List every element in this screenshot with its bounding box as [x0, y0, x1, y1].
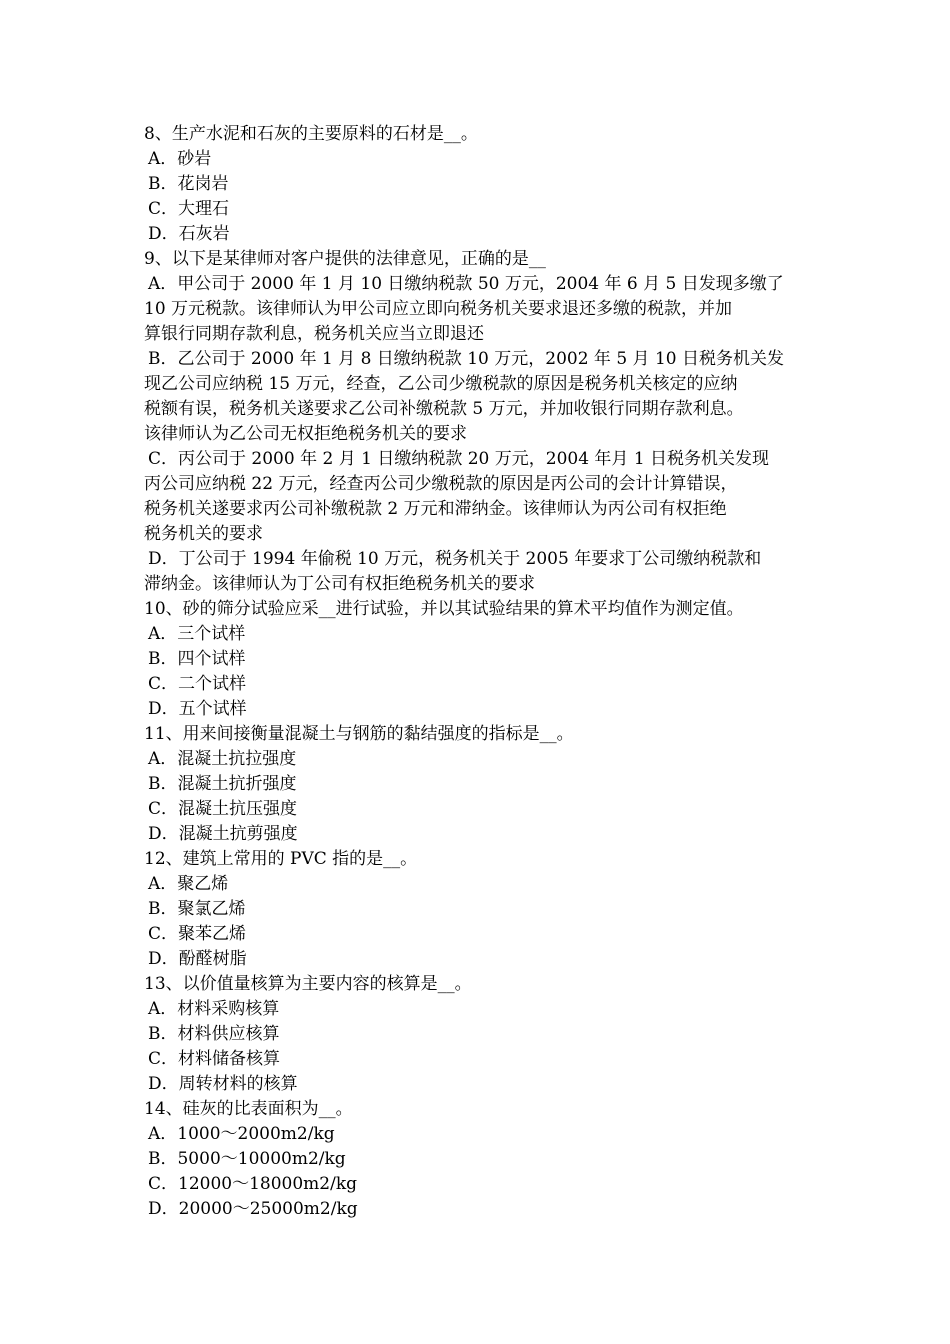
option-9a-line-1: A．甲公司于 2000 年 1 月 10 日缴纳税款 50 万元，2004 年 6 月 5 日发现多缴了: [148, 274, 784, 294]
option-12b: B．聚氯乙烯: [148, 899, 246, 919]
option-13d: D．周转材料的核算: [148, 1074, 298, 1094]
option-10a: A．三个试样: [148, 624, 246, 644]
option-11b: B．混凝土抗折强度: [148, 774, 297, 794]
option-10c: C．二个试样: [148, 674, 247, 694]
option-9a-line-2: 10 万元税款。该律师认为甲公司应立即向税务机关要求退还多缴的税款，并加: [144, 299, 733, 319]
option-9d-line-2: 滞纳金。该律师认为丁公司有权拒绝税务机关的要求: [144, 574, 535, 594]
option-9c-line-1: C．丙公司于 2000 年 2 月 1 日缴纳税款 20 万元，2004 年月 1 日税务机关发现: [148, 449, 770, 469]
question-13: 13、以价值量核算为主要内容的核算是__。: [144, 974, 472, 994]
option-12d: D．酚醛树脂: [148, 949, 247, 969]
option-10b: B．四个试样: [148, 649, 246, 669]
option-9d-line-1: D．丁公司于 1994 年偷税 10 万元，税务机关于 2005 年要求丁公司缴纳税款和: [148, 549, 762, 569]
option-11a: A．混凝土抗拉强度: [148, 749, 297, 769]
option-9c-line-3: 税务机关遂要求丙公司补缴税款 2 万元和滞纳金。该律师认为丙公司有权拒绝: [144, 499, 727, 519]
option-13c: C．材料储备核算: [148, 1049, 281, 1069]
option-8b: B．花岗岩: [148, 174, 229, 194]
option-9c-line-2: 丙公司应纳税 22 万元，经查丙公司少缴税款的原因是丙公司的会计计算错误，: [144, 474, 738, 494]
question-10: 10、砂的筛分试验应采__进行试验，并以其试验结果的算术平均值作为测定值。: [144, 599, 744, 619]
document-page: [144, 122, 824, 1222]
question-11: 11、用来间接衡量混凝土与钢筋的黏结强度的指标是__。: [144, 724, 574, 744]
option-14c: C．12000～18000m2/kg: [148, 1174, 358, 1194]
option-13b: B．材料供应核算: [148, 1024, 280, 1044]
option-12c: C．聚苯乙烯: [148, 924, 247, 944]
option-8c: C．大理石: [148, 199, 230, 219]
option-9b-line-4: 该律师认为乙公司无权拒绝税务机关的要求: [144, 424, 467, 444]
option-9b-line-3: 税额有误，税务机关遂要求乙公司补缴税款 5 万元，并加收银行同期存款利息。: [144, 399, 744, 419]
option-14a: A．1000～2000m2/kg: [148, 1124, 335, 1144]
question-9: 9、以下是某律师对客户提供的法律意见，正确的是__: [144, 249, 546, 269]
option-14b: B．5000～10000m2/kg: [148, 1149, 346, 1169]
question-14: 14、硅灰的比表面积为__。: [144, 1099, 353, 1119]
option-11c: C．混凝土抗压强度: [148, 799, 298, 819]
option-11d: D．混凝土抗剪强度: [148, 824, 298, 844]
option-9b-line-2: 现乙公司应纳税 15 万元，经查，乙公司少缴税款的原因是税务机关核定的应纳: [144, 374, 738, 394]
question-12: 12、建筑上常用的 PVC 指的是__。: [144, 849, 418, 869]
option-14d: D．20000～25000m2/kg: [148, 1199, 358, 1219]
option-9c-line-4: 税务机关的要求: [144, 524, 263, 544]
option-13a: A．材料采购核算: [148, 999, 280, 1019]
option-10d: D．五个试样: [148, 699, 247, 719]
option-9a-line-3: 算银行同期存款利息，税务机关应当立即退还: [144, 324, 484, 344]
option-12a: A．聚乙烯: [148, 874, 229, 894]
option-9b-line-1: B．乙公司于 2000 年 1 月 8 日缴纳税款 10 万元，2002 年 5 月 10 日税务机关发: [148, 349, 784, 369]
question-8: 8、生产水泥和石灰的主要原料的石材是__。: [144, 124, 478, 144]
option-8d: D．石灰岩: [148, 224, 230, 244]
option-8a: A．砂岩: [148, 149, 212, 169]
